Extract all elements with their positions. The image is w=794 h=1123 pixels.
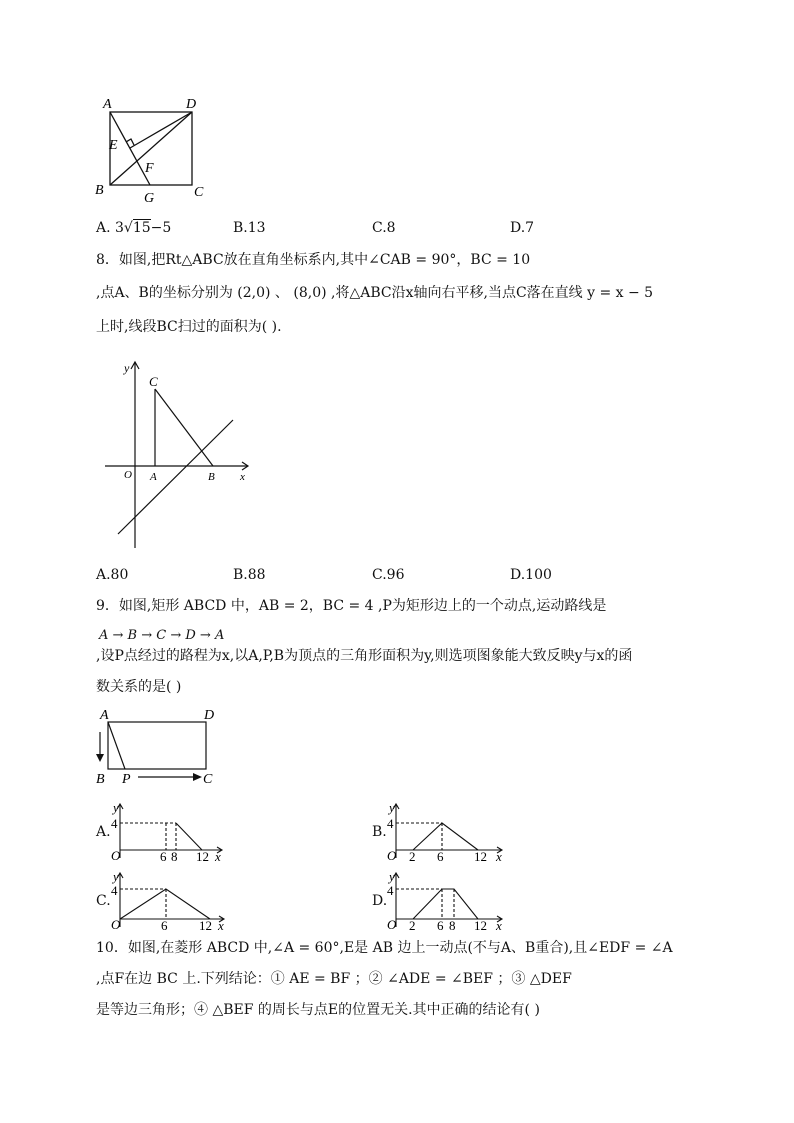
- q9-line3: ,设P点经过的路程为x,以A,P,B为顶点的三角形面积为y,则选项图象能大致反映y与x的函: [96, 648, 633, 664]
- label-x: x: [496, 918, 502, 933]
- tick-6: 6: [161, 918, 168, 933]
- label-4: 4: [111, 883, 118, 898]
- label-x: x: [240, 471, 245, 483]
- tick-2: 2: [409, 918, 416, 933]
- label-c: C: [149, 374, 158, 389]
- label-4: 4: [111, 816, 118, 831]
- q10-line3: 是等边三角形；④ △BEF 的周长与点E的位置无关.其中正确的结论有( ): [96, 1002, 540, 1018]
- segment-de: [130, 112, 192, 148]
- label-y: y: [113, 800, 119, 815]
- label-4: 4: [387, 883, 394, 898]
- label-o: O: [124, 469, 132, 481]
- q8-line2: ,点A、B的坐标分别为 (2,0) 、 (8,0) ,将△ABC沿x轴向右平移,当点C落在直线 y = x − 5: [96, 285, 654, 301]
- q9-graph-b[interactable]: [386, 798, 511, 864]
- q9-graph-c[interactable]: [110, 867, 232, 933]
- label-f: F: [145, 161, 154, 176]
- tick-8: 8: [171, 849, 178, 864]
- label-y: y: [389, 869, 395, 884]
- label-e: E: [109, 138, 118, 153]
- graph-line: [413, 823, 478, 850]
- q9-graph-d[interactable]: [386, 867, 511, 933]
- label-c: C: [203, 772, 213, 786]
- label-b: B: [96, 772, 105, 786]
- q9-graph-d-label[interactable]: D.: [372, 893, 388, 909]
- label-y: y: [113, 869, 119, 884]
- tick-6: 6: [437, 918, 444, 933]
- label-y: y: [389, 800, 395, 815]
- label-a: A: [103, 97, 112, 112]
- label-d: D: [204, 708, 215, 723]
- segment-ap: [108, 722, 125, 769]
- down-arrow-icon: [96, 754, 104, 762]
- sqrt-sign-icon: √: [123, 220, 133, 236]
- label-x: x: [496, 849, 502, 864]
- q8-line3: 上时,线段BC扫过的面积为( ).: [96, 319, 282, 335]
- label-x: x: [215, 849, 221, 864]
- tick-12: 12: [474, 918, 487, 933]
- label-d: D: [186, 97, 197, 112]
- label-y: y: [124, 361, 130, 375]
- q8-graph: [100, 356, 260, 554]
- q9-graph-c-label[interactable]: C.: [96, 893, 111, 909]
- q7-option-c[interactable]: C.8: [372, 220, 396, 236]
- label-o: O: [111, 917, 121, 932]
- label-4: 4: [387, 816, 394, 831]
- q9-graph-a[interactable]: [110, 798, 230, 864]
- q8-option-c[interactable]: C.96: [372, 567, 405, 583]
- right-arrow-icon: [193, 773, 202, 781]
- q10-line1: 10．如图,在菱形 ABCD 中,∠A = 60°,E是 AB 边上一动点(不与A、B重合),且∠EDF = ∠A: [96, 940, 673, 956]
- q8-option-a[interactable]: A.80: [96, 567, 129, 583]
- q7-option-d[interactable]: D.7: [510, 220, 535, 236]
- q9-line2: A → B → C → D → A: [99, 628, 225, 643]
- label-b: B: [95, 183, 104, 198]
- label-p: P: [122, 772, 131, 786]
- segment-cb: [155, 389, 213, 466]
- tick-2: 2: [409, 849, 416, 864]
- tick-12: 12: [196, 849, 209, 864]
- tick-6: 6: [437, 849, 444, 864]
- label-o: O: [111, 848, 121, 863]
- q9-line4: 数关系的是( ): [96, 679, 182, 695]
- tick-6: 6: [160, 849, 167, 864]
- label-b: B: [208, 471, 215, 483]
- label-x: x: [218, 918, 224, 933]
- label-a: A: [150, 471, 157, 483]
- label-g: G: [144, 191, 155, 206]
- label-o: O: [387, 848, 397, 863]
- q9-graph-a-label[interactable]: A.: [96, 824, 111, 840]
- tick-12: 12: [199, 918, 212, 933]
- graph-line: [176, 823, 202, 850]
- q7-option-b[interactable]: B.13: [233, 220, 266, 236]
- label-c: C: [194, 185, 204, 200]
- q9-line1: 9．如图,矩形 ABCD 中，AB = 2，BC = 4 ,P为矩形边上的一个动点,运动路线是: [96, 598, 607, 614]
- graph-line: [120, 889, 210, 919]
- label-o: O: [387, 917, 397, 932]
- label-a: A: [100, 708, 109, 723]
- q8-line1: 8．如图,把Rt△ABC放在直角坐标系内,其中∠CAB = 90°，BC = 10: [96, 252, 531, 268]
- tick-12: 12: [474, 849, 487, 864]
- q7-figure: [90, 92, 220, 207]
- q7-option-a[interactable]: A. 3√15−5: [96, 220, 172, 236]
- tick-8: 8: [449, 918, 456, 933]
- q8-option-d[interactable]: D.100: [510, 567, 552, 583]
- q9-graph-b-label[interactable]: B.: [372, 824, 387, 840]
- q8-option-b[interactable]: B.88: [233, 567, 266, 583]
- q10-line2: ,点F在边 BC 上.下列结论：① AE = BF ；② ∠ADE = ∠BEF ；③ △DEF: [96, 971, 572, 987]
- graph-line: [413, 889, 478, 919]
- q9-rect-figure: [90, 704, 230, 786]
